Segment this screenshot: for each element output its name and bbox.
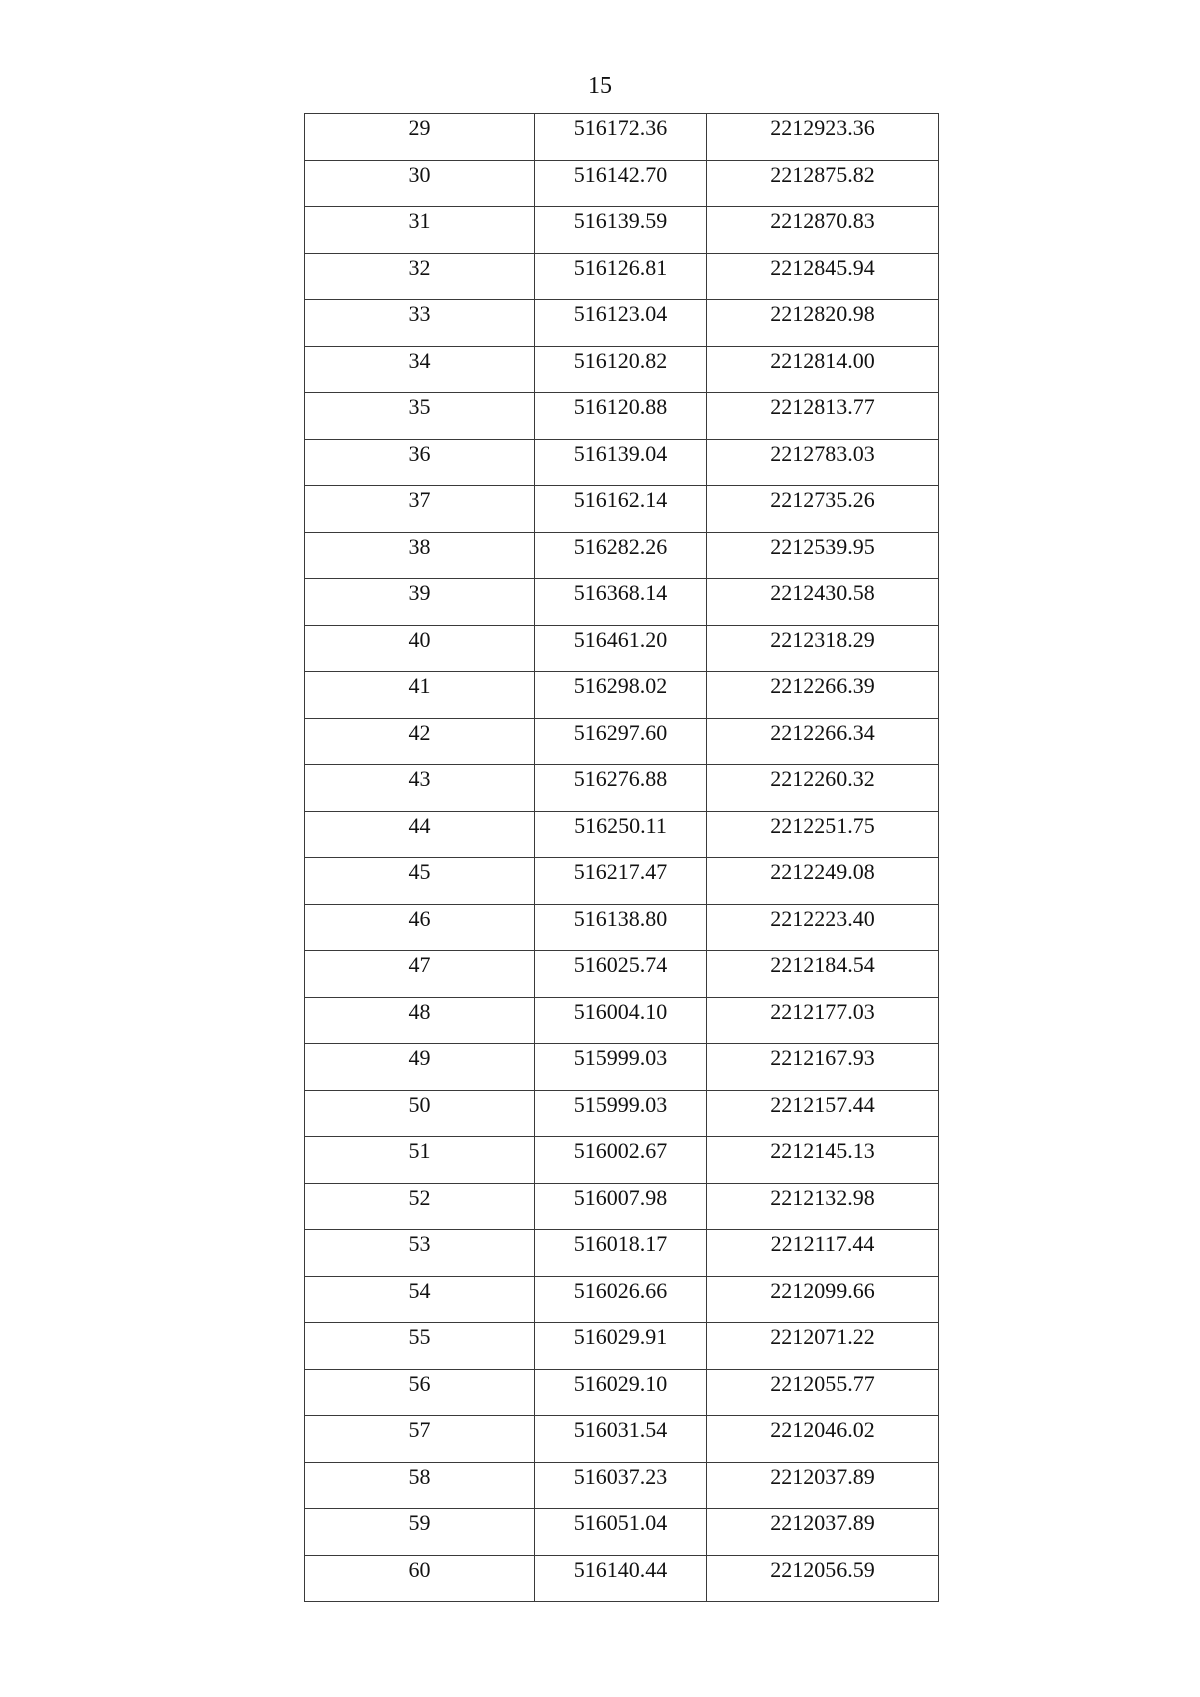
- cell-text: 43: [408, 766, 431, 791]
- x-coordinate-cell: [535, 160, 707, 207]
- point-number-cell: [305, 1276, 535, 1323]
- y-coordinate-cell: [707, 486, 939, 533]
- table-row: [305, 393, 939, 440]
- table-row: [305, 579, 939, 626]
- table-row: [305, 1137, 939, 1184]
- cell-text: 2212260.32: [770, 766, 875, 791]
- y-coordinate-cell: [707, 393, 939, 440]
- y-coordinate-cell: [707, 1183, 939, 1230]
- cell-text: 2212870.83: [770, 208, 875, 233]
- x-coordinate-cell: [535, 904, 707, 951]
- cell-text: 42: [408, 719, 431, 745]
- cell-text: 2212099.66: [770, 1277, 875, 1303]
- y-coordinate-cell: [707, 1462, 939, 1509]
- y-coordinate-cell: [707, 439, 939, 486]
- point-number-cell: [305, 1090, 535, 1137]
- y-coordinate-cell: [707, 532, 939, 579]
- cell-text: 33: [408, 301, 431, 326]
- coordinates-table-body: [305, 114, 939, 1602]
- point-number-cell: [305, 1462, 535, 1509]
- y-coordinate-cell: [707, 1090, 939, 1137]
- cell-text: 516031.54: [573, 1417, 668, 1442]
- cell-text: 2212132.98: [770, 1184, 875, 1210]
- y-coordinate-cell: [707, 253, 939, 300]
- point-number-cell: [305, 207, 535, 254]
- x-coordinate-cell: [535, 1230, 707, 1277]
- y-coordinate-cell: [707, 997, 939, 1044]
- cell-text: 516029.10: [573, 1370, 668, 1396]
- point-number-cell: [305, 532, 535, 579]
- point-number-cell: [305, 1044, 535, 1091]
- y-coordinate-cell: [707, 1230, 939, 1277]
- cell-text: 38: [408, 533, 431, 559]
- table-row: [305, 811, 939, 858]
- table-row: [305, 1183, 939, 1230]
- y-coordinate-cell: [707, 207, 939, 254]
- x-coordinate-cell: [535, 1044, 707, 1091]
- cell-text: 2212037.89: [770, 1463, 875, 1489]
- x-coordinate-cell: [535, 1183, 707, 1230]
- cell-text: 516025.74: [573, 952, 668, 977]
- point-number-cell: [305, 253, 535, 300]
- cell-text: 32: [408, 254, 431, 280]
- table-row: [305, 486, 939, 533]
- cell-text: 2212249.08: [770, 859, 875, 884]
- cell-text: 516026.66: [573, 1277, 668, 1303]
- table-row: [305, 997, 939, 1044]
- table-row: [305, 532, 939, 579]
- cell-text: 2212117.44: [770, 1231, 875, 1256]
- cell-text: 2212046.02: [770, 1417, 875, 1442]
- cell-text: 2212167.93: [770, 1045, 875, 1070]
- cell-text: 516142.70: [573, 161, 668, 187]
- y-coordinate-cell: [707, 904, 939, 951]
- cell-text: 516139.04: [573, 440, 668, 466]
- cell-text: 516120.82: [573, 347, 668, 373]
- x-coordinate-cell: [535, 718, 707, 765]
- x-coordinate-cell: [535, 253, 707, 300]
- x-coordinate-cell: [535, 1509, 707, 1556]
- cell-text: 2212223.40: [770, 905, 875, 931]
- y-coordinate-cell: [707, 1276, 939, 1323]
- cell-text: 45: [408, 859, 431, 884]
- cell-text: 57: [408, 1417, 431, 1442]
- table-row: [305, 300, 939, 347]
- x-coordinate-cell: [535, 1462, 707, 1509]
- y-coordinate-cell: [707, 1509, 939, 1556]
- y-coordinate-cell: [707, 1323, 939, 1370]
- cell-text: 35: [408, 394, 431, 419]
- cell-text: 516250.11: [574, 812, 667, 838]
- cell-text: 47: [408, 952, 431, 977]
- x-coordinate-cell: [535, 439, 707, 486]
- x-coordinate-cell: [535, 672, 707, 719]
- x-coordinate-cell: [535, 532, 707, 579]
- cell-text: 515999.03: [573, 1045, 668, 1070]
- y-coordinate-cell: [707, 1044, 939, 1091]
- cell-text: 39: [408, 580, 431, 605]
- y-coordinate-cell: [707, 1416, 939, 1463]
- x-coordinate-cell: [535, 300, 707, 347]
- cell-text: 516172.36: [573, 115, 668, 140]
- cell-text: 516298.02: [573, 673, 668, 698]
- cell-text: 46: [408, 905, 431, 931]
- point-number-cell: [305, 346, 535, 393]
- x-coordinate-cell: [535, 1137, 707, 1184]
- cell-text: 516126.81: [573, 254, 668, 280]
- cell-text: 2212177.03: [770, 998, 875, 1024]
- cell-text: 49: [408, 1045, 431, 1070]
- point-number-cell: [305, 1555, 535, 1602]
- table-row: [305, 718, 939, 765]
- cell-text: 2212735.26: [770, 487, 875, 512]
- point-number-cell: [305, 765, 535, 812]
- y-coordinate-cell: [707, 951, 939, 998]
- point-number-cell: [305, 300, 535, 347]
- cell-text: 2212266.39: [770, 673, 875, 698]
- cell-text: 516297.60: [573, 719, 668, 745]
- y-coordinate-cell: [707, 579, 939, 626]
- cell-text: 516002.67: [573, 1138, 668, 1163]
- cell-text: 58: [408, 1463, 431, 1489]
- y-coordinate-cell: [707, 1555, 939, 1602]
- x-coordinate-cell: [535, 486, 707, 533]
- cell-text: 2212251.75: [770, 812, 875, 838]
- point-number-cell: [305, 439, 535, 486]
- x-coordinate-cell: [535, 765, 707, 812]
- cell-text: 516461.20: [573, 626, 668, 652]
- cell-text: 516217.47: [573, 859, 668, 884]
- point-number-cell: [305, 1509, 535, 1556]
- point-number-cell: [305, 1416, 535, 1463]
- x-coordinate-cell: [535, 858, 707, 905]
- point-number-cell: [305, 904, 535, 951]
- x-coordinate-cell: [535, 625, 707, 672]
- y-coordinate-cell: [707, 346, 939, 393]
- table-row: [305, 1462, 939, 1509]
- cell-text: 2212813.77: [770, 394, 875, 419]
- cell-text: 48: [408, 998, 431, 1024]
- table-row: [305, 114, 939, 161]
- cell-text: 59: [408, 1510, 431, 1535]
- y-coordinate-cell: [707, 858, 939, 905]
- cell-text: 516282.26: [573, 533, 668, 559]
- y-coordinate-cell: [707, 625, 939, 672]
- table-row: [305, 1555, 939, 1602]
- x-coordinate-cell: [535, 1276, 707, 1323]
- table-row: [305, 346, 939, 393]
- cell-text: 516138.80: [573, 905, 668, 931]
- table-row: [305, 439, 939, 486]
- cell-text: 2212145.13: [770, 1138, 875, 1163]
- cell-text: 36: [408, 440, 431, 466]
- point-number-cell: [305, 579, 535, 626]
- table-row: [305, 1323, 939, 1370]
- cell-text: 60: [408, 1556, 431, 1582]
- cell-text: 516162.14: [573, 487, 668, 512]
- x-coordinate-cell: [535, 114, 707, 161]
- point-number-cell: [305, 1137, 535, 1184]
- cell-text: 34: [408, 347, 431, 373]
- cell-text: 52: [408, 1184, 431, 1210]
- table-row: [305, 1369, 939, 1416]
- cell-text: 30: [408, 161, 431, 187]
- cell-text: 2212055.77: [770, 1370, 875, 1396]
- cell-text: 2212184.54: [770, 952, 875, 977]
- cell-text: 51: [408, 1138, 431, 1163]
- x-coordinate-cell: [535, 997, 707, 1044]
- point-number-cell: [305, 811, 535, 858]
- cell-text: 516139.59: [573, 208, 668, 233]
- x-coordinate-cell: [535, 579, 707, 626]
- cell-text: 516276.88: [573, 766, 668, 791]
- x-coordinate-cell: [535, 1323, 707, 1370]
- point-number-cell: [305, 718, 535, 765]
- cell-text: 516029.91: [573, 1324, 668, 1349]
- x-coordinate-cell: [535, 1090, 707, 1137]
- coordinates-table: [304, 113, 939, 1602]
- cell-text: 2212539.95: [770, 533, 875, 559]
- cell-text: 41: [408, 673, 431, 698]
- cell-text: 55: [408, 1324, 431, 1349]
- table-row: [305, 1276, 939, 1323]
- table-row: [305, 207, 939, 254]
- point-number-cell: [305, 858, 535, 905]
- table-row: [305, 1044, 939, 1091]
- y-coordinate-cell: [707, 718, 939, 765]
- point-number-cell: [305, 997, 535, 1044]
- point-number-cell: [305, 160, 535, 207]
- cell-text: 2212923.36: [770, 115, 875, 140]
- cell-text: 2212318.29: [770, 626, 875, 652]
- table-row: [305, 625, 939, 672]
- cell-text: 31: [408, 208, 431, 233]
- cell-text: 516123.04: [573, 301, 668, 326]
- point-number-cell: [305, 1323, 535, 1370]
- cell-text: 53: [408, 1231, 431, 1256]
- table-row: [305, 1090, 939, 1137]
- cell-text: 29: [408, 115, 431, 140]
- point-number-cell: [305, 951, 535, 998]
- cell-text: 515999.03: [573, 1091, 668, 1117]
- point-number-cell: [305, 1183, 535, 1230]
- x-coordinate-cell: [535, 1369, 707, 1416]
- table-row: [305, 160, 939, 207]
- cell-text: 516018.17: [573, 1231, 668, 1256]
- table-row: [305, 765, 939, 812]
- y-coordinate-cell: [707, 160, 939, 207]
- x-coordinate-cell: [535, 1555, 707, 1602]
- point-number-cell: [305, 672, 535, 719]
- x-coordinate-cell: [535, 1416, 707, 1463]
- cell-text: 516368.14: [573, 580, 668, 605]
- x-coordinate-cell: [535, 207, 707, 254]
- y-coordinate-cell: [707, 672, 939, 719]
- cell-text: 50: [408, 1091, 431, 1117]
- table-row: [305, 1509, 939, 1556]
- x-coordinate-cell: [535, 811, 707, 858]
- cell-text: 2212056.59: [770, 1556, 875, 1582]
- cell-text: 2212037.89: [770, 1510, 875, 1535]
- cell-text: 37: [408, 487, 431, 512]
- cell-text: 2212783.03: [770, 440, 875, 466]
- point-number-cell: [305, 393, 535, 440]
- cell-text: 54: [408, 1277, 431, 1303]
- cell-text: 516007.98: [573, 1184, 668, 1210]
- cell-text: 2212157.44: [770, 1091, 875, 1117]
- cell-text: 516004.10: [573, 998, 668, 1024]
- cell-text: 516051.04: [573, 1510, 668, 1535]
- cell-text: 44: [408, 812, 431, 838]
- cell-text: 516120.88: [573, 394, 668, 419]
- y-coordinate-cell: [707, 1137, 939, 1184]
- point-number-cell: [305, 486, 535, 533]
- x-coordinate-cell: [535, 393, 707, 440]
- table-row: [305, 1230, 939, 1277]
- cell-text: 2212266.34: [770, 719, 875, 745]
- point-number-cell: [305, 1230, 535, 1277]
- table-row: [305, 1416, 939, 1463]
- y-coordinate-cell: [707, 765, 939, 812]
- point-number-cell: [305, 114, 535, 161]
- table-row: [305, 904, 939, 951]
- cell-text: 2212845.94: [770, 254, 875, 280]
- y-coordinate-cell: [707, 114, 939, 161]
- cell-text: 2212071.22: [770, 1324, 875, 1349]
- point-number-cell: [305, 1369, 535, 1416]
- x-coordinate-cell: [535, 346, 707, 393]
- y-coordinate-cell: [707, 300, 939, 347]
- page-number: 15: [588, 73, 612, 99]
- cell-text: 40: [408, 626, 431, 652]
- cell-text: 56: [408, 1370, 431, 1396]
- point-number-cell: [305, 625, 535, 672]
- cell-text: 2212875.82: [770, 161, 875, 187]
- cell-text: 2212430.58: [770, 580, 875, 605]
- table-row: [305, 672, 939, 719]
- x-coordinate-cell: [535, 951, 707, 998]
- cell-text: 516140.44: [573, 1556, 668, 1582]
- cell-text: 2212814.00: [770, 347, 875, 373]
- y-coordinate-cell: [707, 1369, 939, 1416]
- cell-text: 516037.23: [573, 1463, 668, 1489]
- table-row: [305, 253, 939, 300]
- cell-text: 2212820.98: [770, 301, 875, 326]
- table-row: [305, 858, 939, 905]
- table-row: [305, 951, 939, 998]
- y-coordinate-cell: [707, 811, 939, 858]
